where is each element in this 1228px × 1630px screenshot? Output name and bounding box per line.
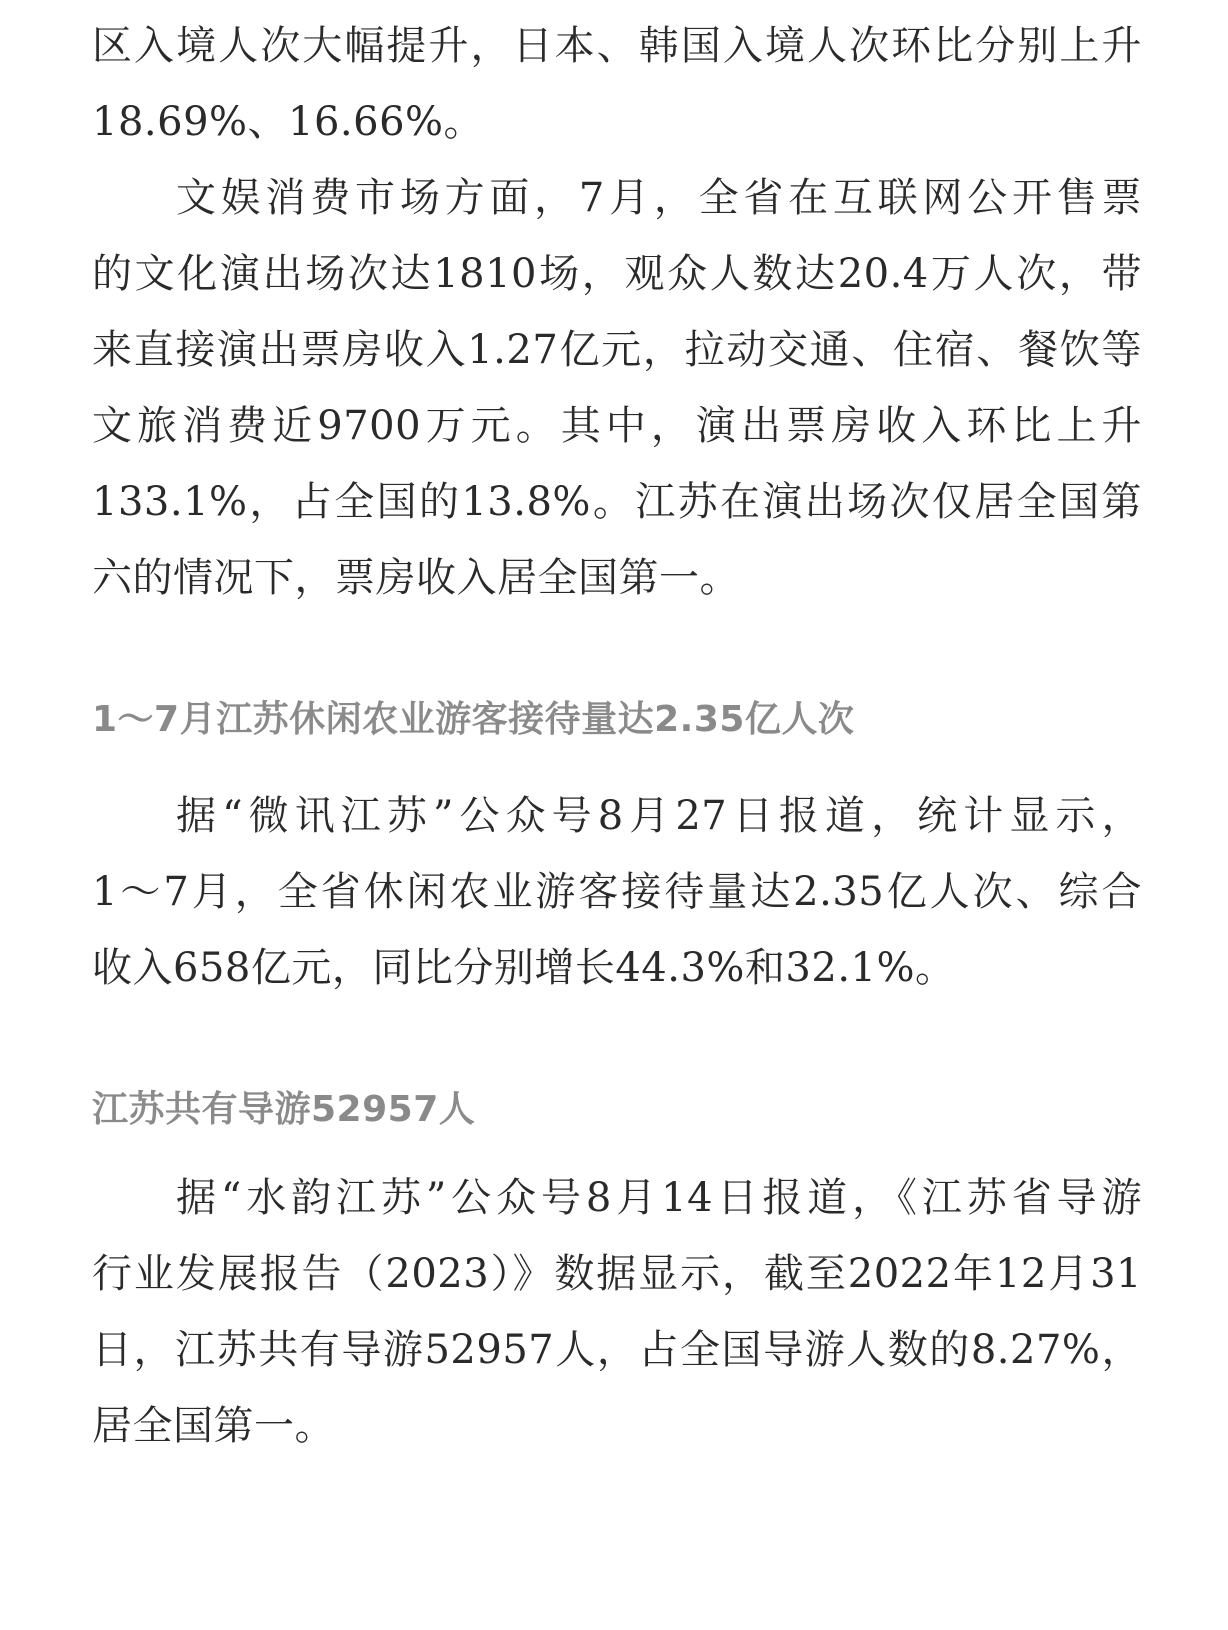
document-page [92,0,1142,1630]
text-line: 居全国第一。 [92,1403,335,1449]
text-line: 据“水韵江苏”公众号8月14日报道，《江苏省导游 [176,1175,1142,1221]
text-line: 日，江苏共有导游52957人，占全国导游人数的8.27%， [92,1327,1142,1373]
text-line: 来直接演出票房收入1.27亿元，拉动交通、住宿、餐饮等 [92,327,1142,373]
text-line: 1～7月，全省休闲农业游客接待量达2.35亿人次、综合 [92,869,1142,915]
text-line: 18.69%、16.66%。 [92,99,485,145]
section-heading-tour-guides: 江苏共有导游52957人 [92,1089,476,1130]
text-line: 文旅消费近9700万元。其中，演出票房收入环比上升 [92,403,1142,449]
text-line: 据“微讯江苏”公众号8月27日报道，统计显示， [176,793,1142,839]
text-line: 区入境人次大幅提升，日本、韩国入境人次环比分别上升 [92,23,1142,69]
text-line: 收入658亿元，同比分别增长44.3%和32.1%。 [92,945,956,991]
text-line: 六的情况下，票房收入居全国第一。 [92,555,740,601]
section-heading-leisure-agriculture: 1～7月江苏休闲农业游客接待量达2.35亿人次 [92,699,855,740]
text-line: 的文化演出场次达1810场，观众人数达20.4万人次，带 [92,251,1142,297]
text-line: 行业发展报告（2023）》数据显示，截至2022年12月31 [92,1251,1142,1297]
text-line: 133.1%，占全国的13.8%。江苏在演出场次仅居全国第 [92,479,1142,525]
text-line: 文娱消费市场方面，7月，全省在互联网公开售票 [176,175,1142,221]
